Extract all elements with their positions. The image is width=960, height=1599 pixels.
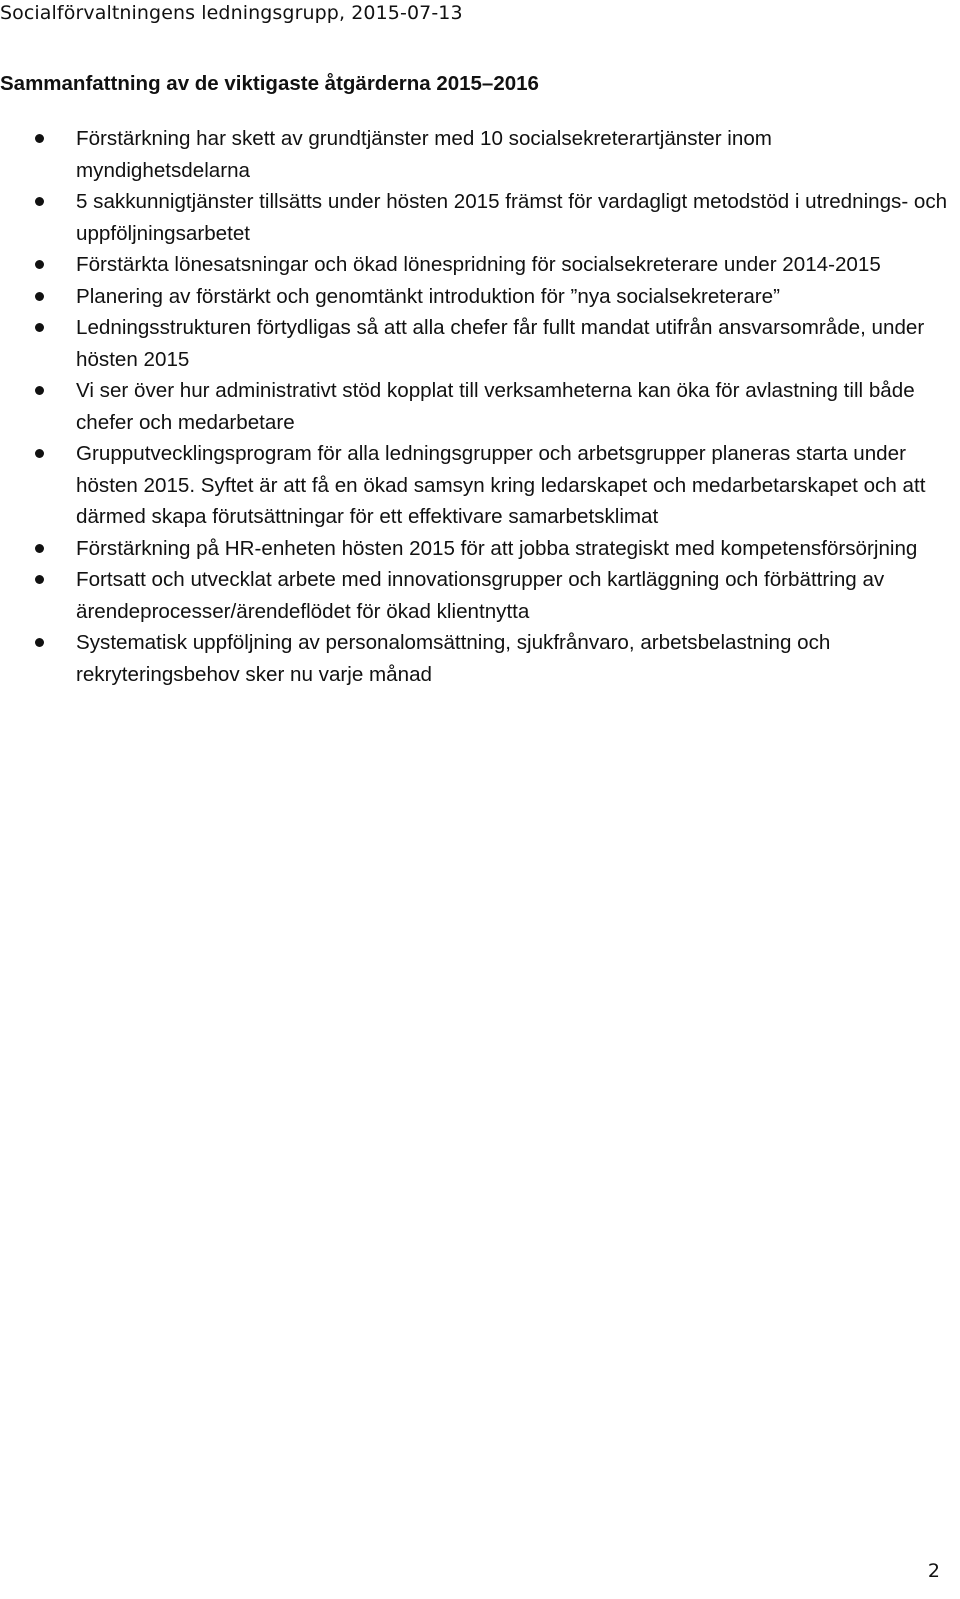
list-item xyxy=(0,123,950,186)
list-item xyxy=(0,375,950,438)
bullet-icon xyxy=(35,544,44,553)
bullet-icon xyxy=(35,449,44,458)
list-item-text: 5 sakkunnigtjänster tillsätts under hösten 2015 främst för vardagligt metodstöd i utrednings- och uppföljningsarbetet xyxy=(76,190,948,245)
bullet-list xyxy=(0,123,950,690)
list-item-text: Vi ser över hur administrativt stöd kopplat till verksamheterna kan öka för avlastning till både chefer och medarbetare xyxy=(76,379,915,434)
list-item-text: Fortsatt och utvecklat arbete med innovationsgrupper och kartläggning och förbättring av ärendeprocesser/ärendeflödet för ökad klientnytta xyxy=(76,568,885,623)
list-item xyxy=(0,186,950,249)
list-item xyxy=(0,627,950,690)
list-item-text: Systematisk uppföljning av personalomsättning, sjukfrånvaro, arbetsbelastning och rekryteringsbehov sker nu varje månad xyxy=(76,631,831,686)
list-item-text: Ledningsstrukturen förtydligas så att alla chefer får fullt mandat utifrån ansvarsområde, under hösten 2015 xyxy=(76,316,925,371)
list-item-text: Planering av förstärkt och genomtänkt introduktion för ”nya socialsekreterare” xyxy=(76,284,780,308)
bullet-icon xyxy=(35,638,44,647)
bullet-icon xyxy=(35,292,44,301)
list-item xyxy=(0,564,950,627)
list-item xyxy=(0,249,950,281)
bullet-icon xyxy=(35,575,44,584)
list-item-text: Förstärkning har skett av grundtjänster med 10 socialsekreterartjänster inom myndighetsdelarna xyxy=(76,127,772,182)
list-item-text: Grupputvecklingsprogram för alla ledningsgrupper och arbetsgrupper planeras starta under hösten 2015. Syftet är att få en ökad samsyn kring ledarskapet och medarbetarskapet och att därmed skapa förutsättningar för ett effektivare samarbetsklimat xyxy=(76,442,926,528)
bullet-icon xyxy=(35,260,44,269)
list-item xyxy=(0,533,950,565)
page-header: Socialförvaltningens ledningsgrupp, 2015-07-13 xyxy=(0,2,463,24)
list-item-text: Förstärkning på HR-enheten hösten 2015 för att jobba strategiskt med kompetensförsörjning xyxy=(76,536,918,560)
list-item xyxy=(0,312,950,375)
list-item-text: Förstärkta lönesatsningar och ökad lönespridning för socialsekreterare under 2014-2015 xyxy=(76,253,881,276)
list-item xyxy=(0,438,950,533)
bullet-icon xyxy=(35,386,44,395)
bullet-icon xyxy=(35,323,44,332)
list-item xyxy=(0,281,950,313)
bullet-icon xyxy=(35,197,44,206)
bullet-icon xyxy=(35,134,44,143)
page-number: 2 xyxy=(927,1560,940,1582)
section-title: Sammanfattning av de viktigaste åtgärderna 2015–2016 xyxy=(0,72,539,95)
